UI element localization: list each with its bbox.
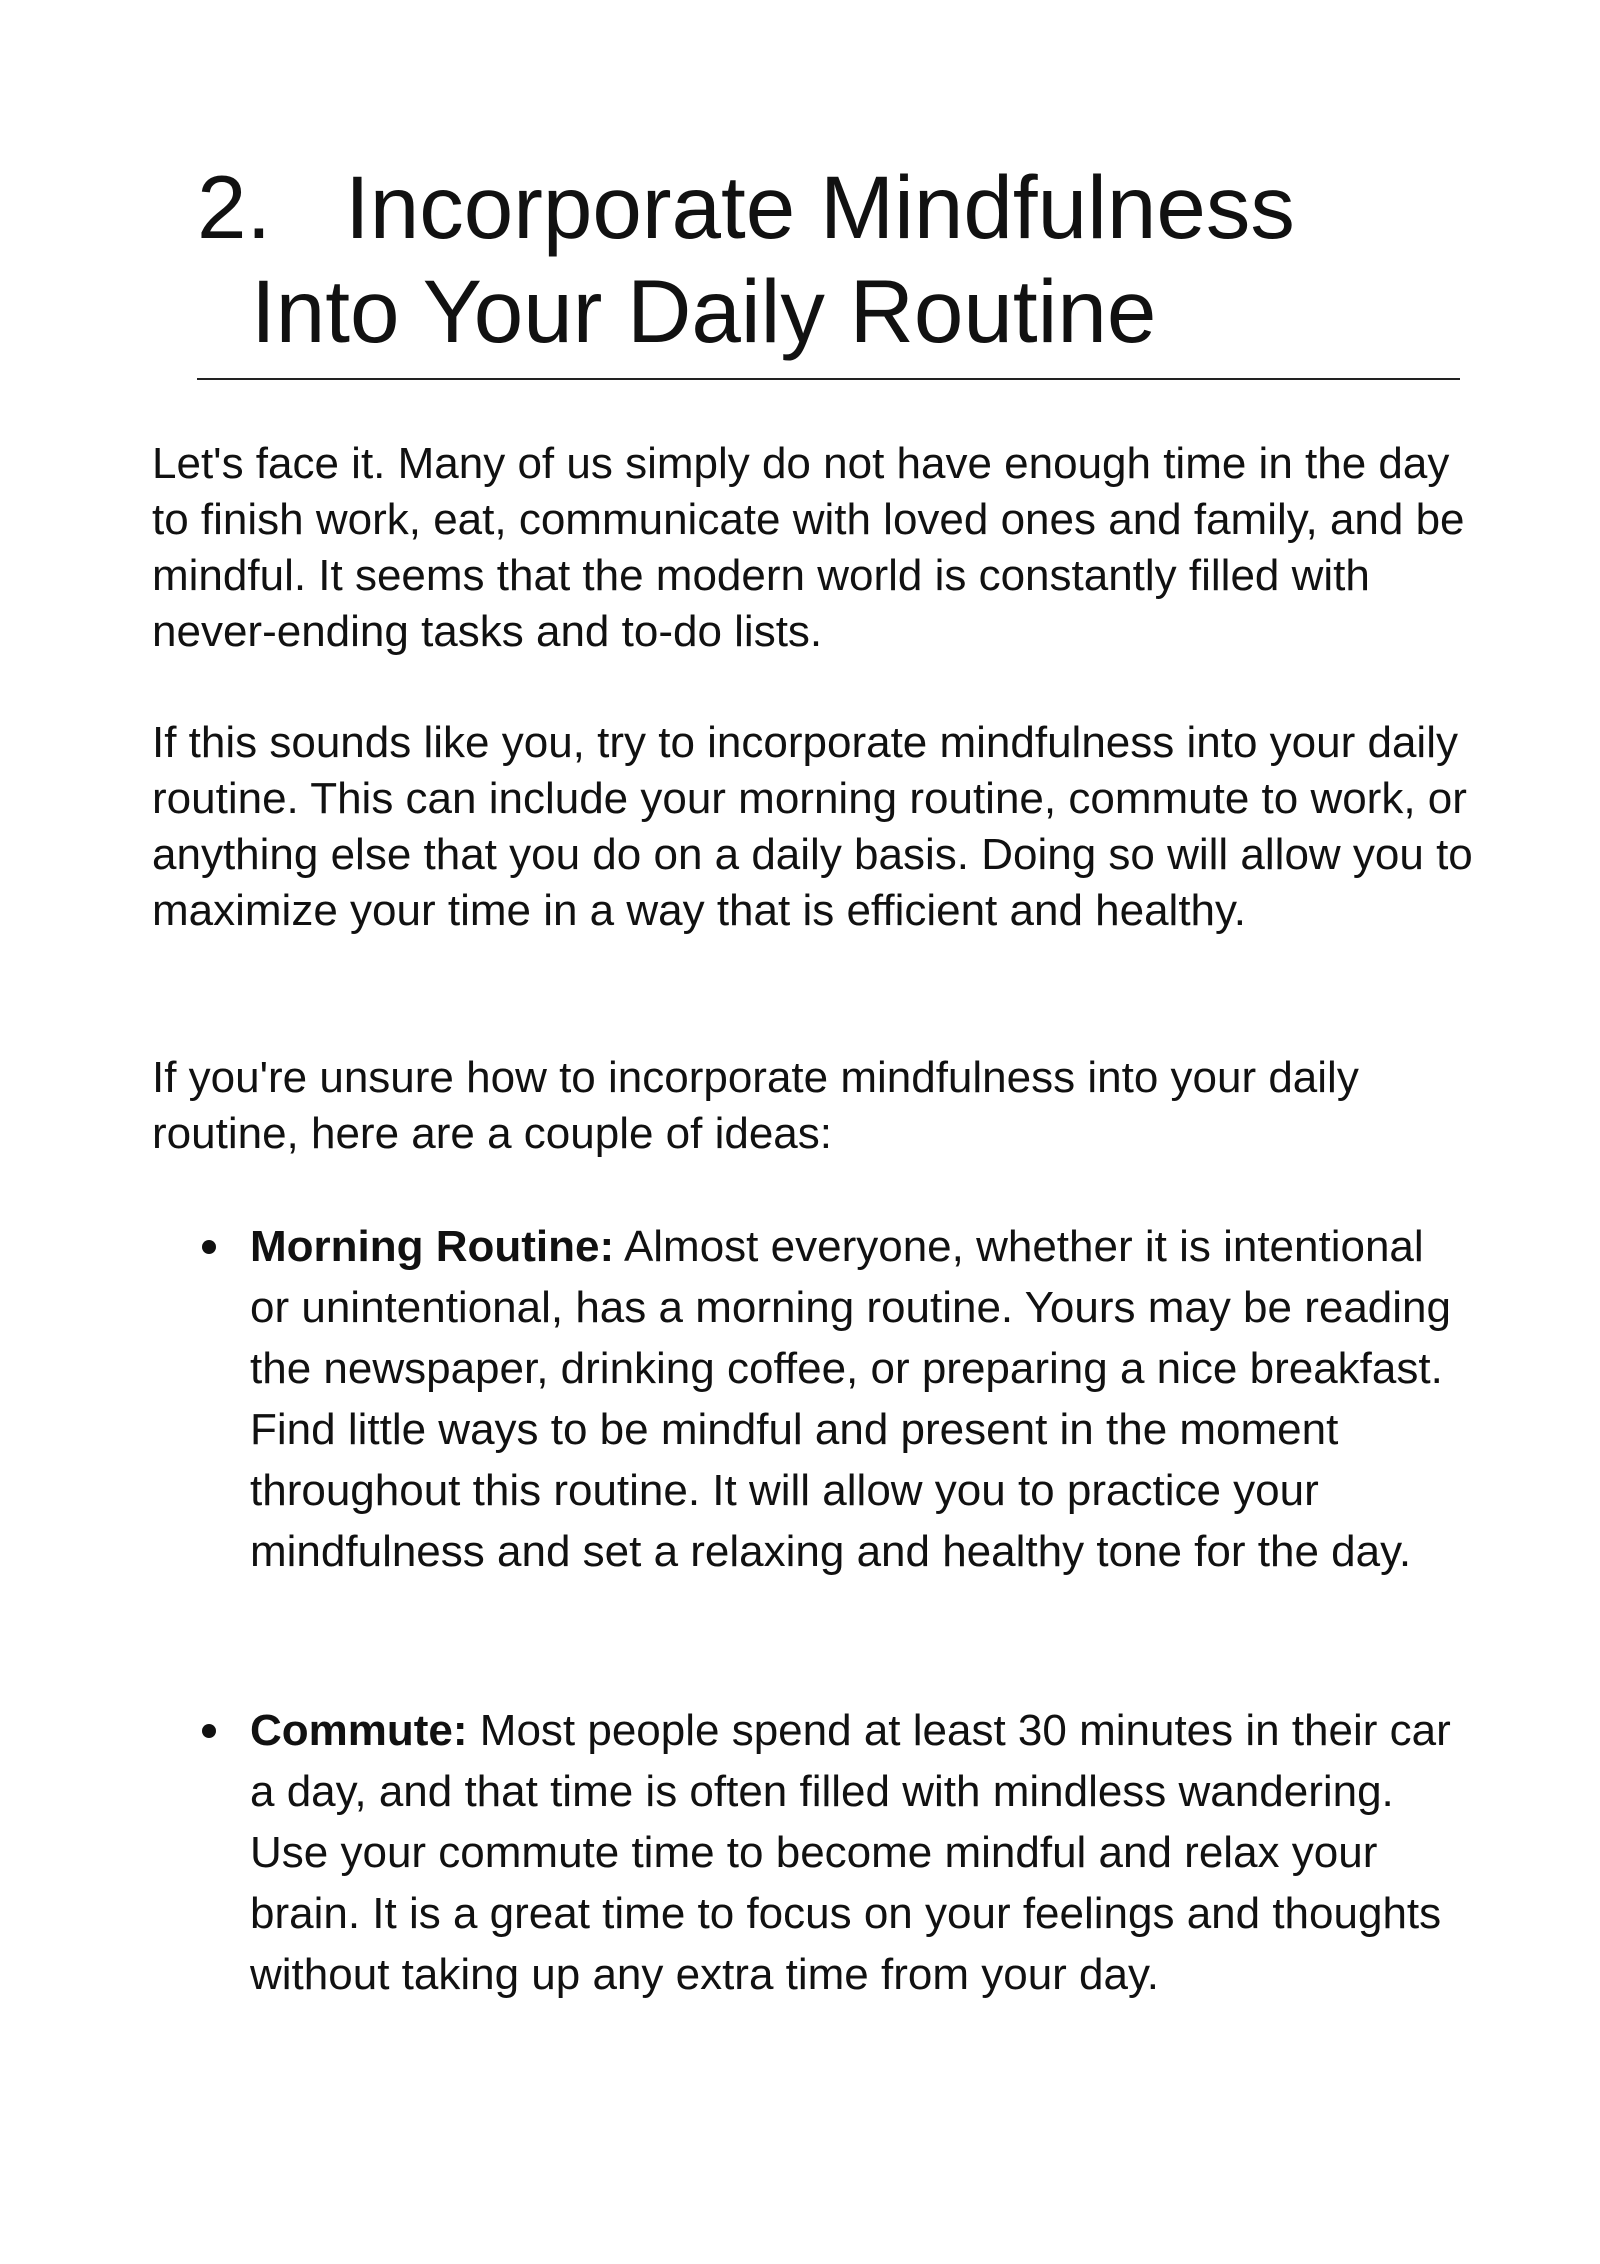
bullet-text: Most people spend at least 30 minutes in their car a day, and that time is often filled with mindless wandering. Use your commute time to become mindful and relax your brain. It is a great time to focus on your feelings and thoughts without taking up any extra time from your day. — [250, 1706, 1451, 1999]
section-number: 2. — [197, 157, 272, 257]
intro-paragraph: Let's face it. Many of us simply do not have enough time in the day to finish work, eat, communicate with loved ones and family, and be mindful. It seems that the modern world is constantly filled with never-ending tasks and to-do lists. — [152, 439, 1465, 656]
bullet-term: Morning Routine: — [250, 1222, 615, 1271]
bullet-term: Commute: — [250, 1706, 468, 1755]
list-item-morning-routine — [250, 1216, 1470, 1582]
heading-line-1: Incorporate Mindfulness — [345, 157, 1295, 257]
bullet-icon — [202, 1724, 216, 1738]
heading-line-2: Into Your Daily Routine — [251, 261, 1157, 361]
bullet-icon — [202, 1240, 216, 1254]
section-heading — [197, 155, 1457, 363]
ideas-intro-paragraph: If you're unsure how to incorporate mindfulness into your daily routine, here are a couple of ideas: — [152, 1053, 1359, 1158]
list-item-commute — [250, 1700, 1470, 2005]
routine-paragraph: If this sounds like you, try to incorporate mindfulness into your daily routine. This can include your morning routine, commute to work, or anything else that you do on a daily basis. Doing so will allow you to maximize your time in a way that is efficient and healthy. — [152, 718, 1473, 935]
bullet-text: Almost everyone, whether it is intentional or unintentional, has a morning routine. Yours may be reading the newspaper, drinking coffee, or preparing a nice breakfast. Find little ways to be mindful and present in the moment throughout this routine. It will allow you to practice your mindfulness and set a relaxing and healthy tone for the day. — [250, 1222, 1451, 1576]
heading-underline-rule — [197, 378, 1460, 380]
